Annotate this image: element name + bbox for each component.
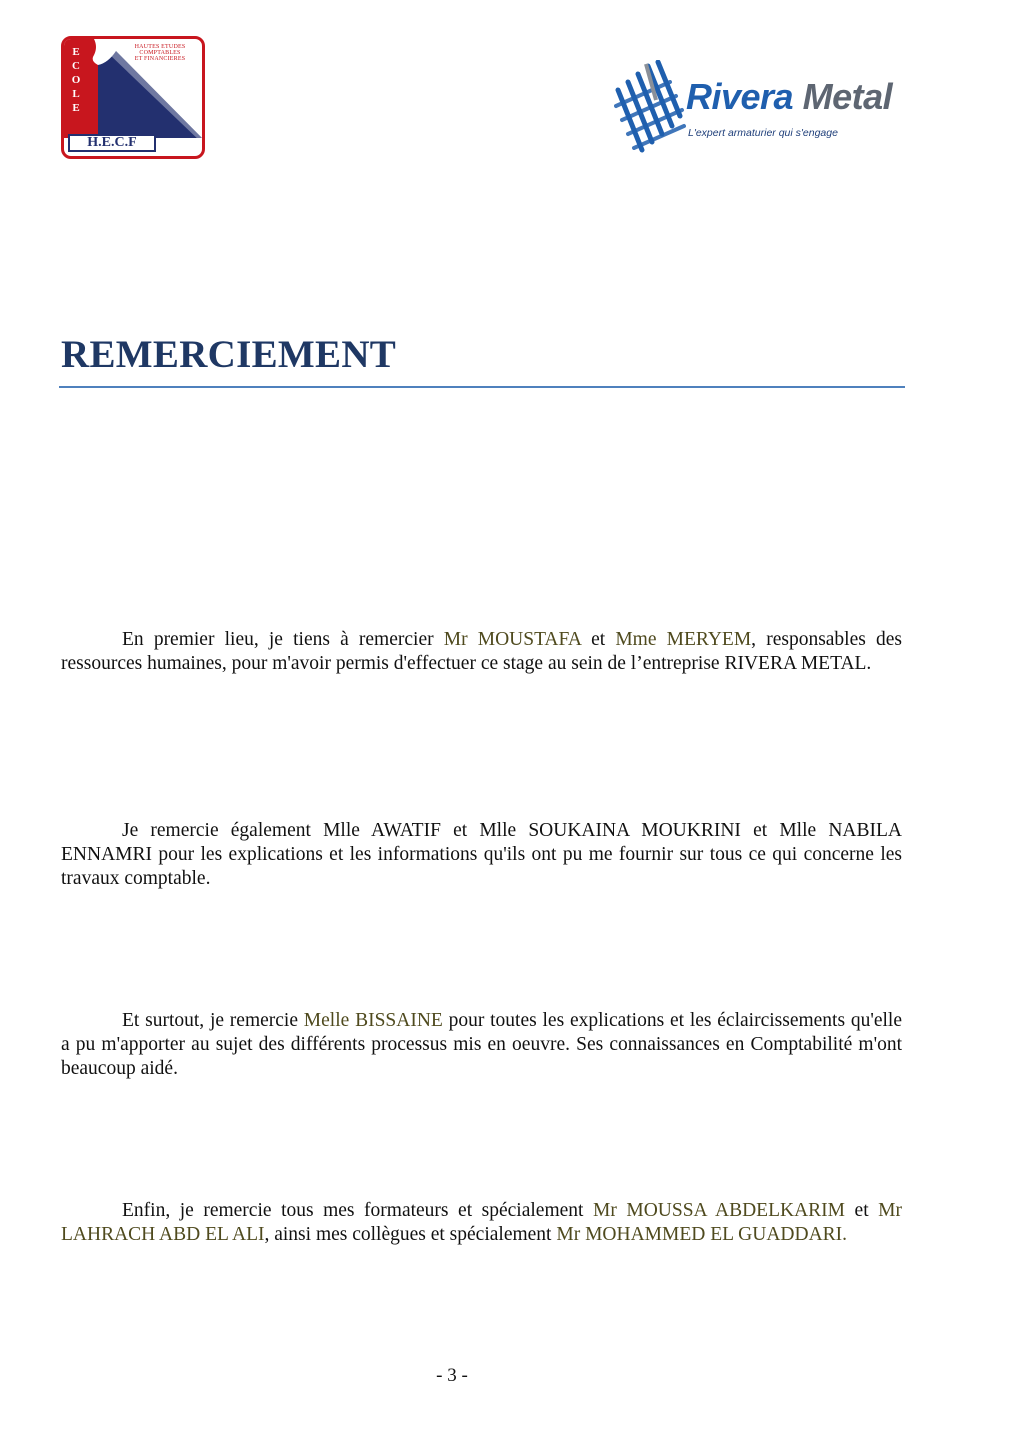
school-logo-letter: L bbox=[72, 88, 80, 100]
paragraph-text: , ainsi mes collègues et spécialement bbox=[264, 1224, 557, 1245]
paragraph-text: et bbox=[580, 629, 616, 650]
school-logo-subtitle-line: HAUTES ETUDES bbox=[134, 44, 186, 50]
school-logo-letter: C bbox=[72, 60, 80, 72]
paragraph-text: Et surtout, je remercie bbox=[122, 1010, 304, 1031]
paragraph-thanks-supervisor bbox=[61, 1009, 902, 1081]
paragraph-text: Enfin, je remercie tous mes formateurs et spécialement bbox=[122, 1200, 593, 1221]
school-logo-abbreviation: H.E.C.F bbox=[68, 134, 156, 152]
paragraph-thanks-trainers bbox=[61, 1199, 902, 1247]
school-logo-letter: E bbox=[72, 46, 80, 58]
paragraph-text: et bbox=[845, 1200, 879, 1221]
company-logo-slogan: L'expert armaturier qui s'engage bbox=[688, 127, 838, 139]
title-underline bbox=[59, 386, 905, 388]
highlighted-name: Mr MOUSTAFA bbox=[443, 629, 581, 650]
school-logo-subtitle-line: COMPTABLES bbox=[139, 50, 181, 56]
company-logo-name bbox=[686, 77, 892, 117]
page-title: REMERCIEMENT bbox=[61, 333, 397, 376]
paragraph-text: , responsables des ressources humaines, pour m'avoir permis d'effectuer ce stage au sein de l’entreprise RIVERA METAL. bbox=[61, 629, 902, 674]
highlighted-name: Mme MERYEM bbox=[615, 629, 752, 650]
paragraph-text: En premier lieu, je tiens à remercier bbox=[122, 629, 444, 650]
highlighted-name: Mr MOHAMMED EL GUADDARI. bbox=[556, 1224, 848, 1245]
page-number: - 3 - bbox=[436, 1365, 468, 1386]
paragraph-thanks-accounting bbox=[61, 819, 902, 891]
paragraph-thanks-hr bbox=[61, 628, 902, 676]
highlighted-name: Melle BISSAINE bbox=[303, 1010, 443, 1031]
school-logo-subtitle bbox=[120, 44, 200, 62]
school-logo-letters bbox=[69, 45, 83, 115]
school-logo-letter: E bbox=[72, 102, 80, 114]
company-logo-name-part2: Metal bbox=[802, 76, 893, 117]
school-logo bbox=[61, 36, 205, 159]
paragraph-text: pour toutes les explications et les éclaircissements qu'elle a pu m'apporter au sujet des différents processus mis en oeuvre. Ses connaissances en Comptabilité m'ont beaucoup aidé. bbox=[61, 1010, 902, 1079]
company-logo bbox=[612, 60, 893, 160]
paragraph-text: Je remercie également Mlle AWATIF et Mlle SOUKAINA MOUKRINI et Mlle NABILA ENNAMRI pour les explications et les informations qu'ils ont pu me fournir sur tous ce qui concerne les travaux comptable. bbox=[61, 820, 902, 889]
company-logo-name-part1: Rivera bbox=[686, 76, 794, 117]
highlighted-name: Mr LAHRACH ABD EL ALI bbox=[61, 1200, 902, 1245]
school-logo-letter: O bbox=[71, 74, 81, 86]
school-logo-subtitle-line: ET FINANCIERES bbox=[134, 56, 186, 62]
highlighted-name: Mr MOUSSA ABDELKARIM bbox=[592, 1200, 846, 1221]
rebar-mesh-icon bbox=[612, 60, 692, 160]
